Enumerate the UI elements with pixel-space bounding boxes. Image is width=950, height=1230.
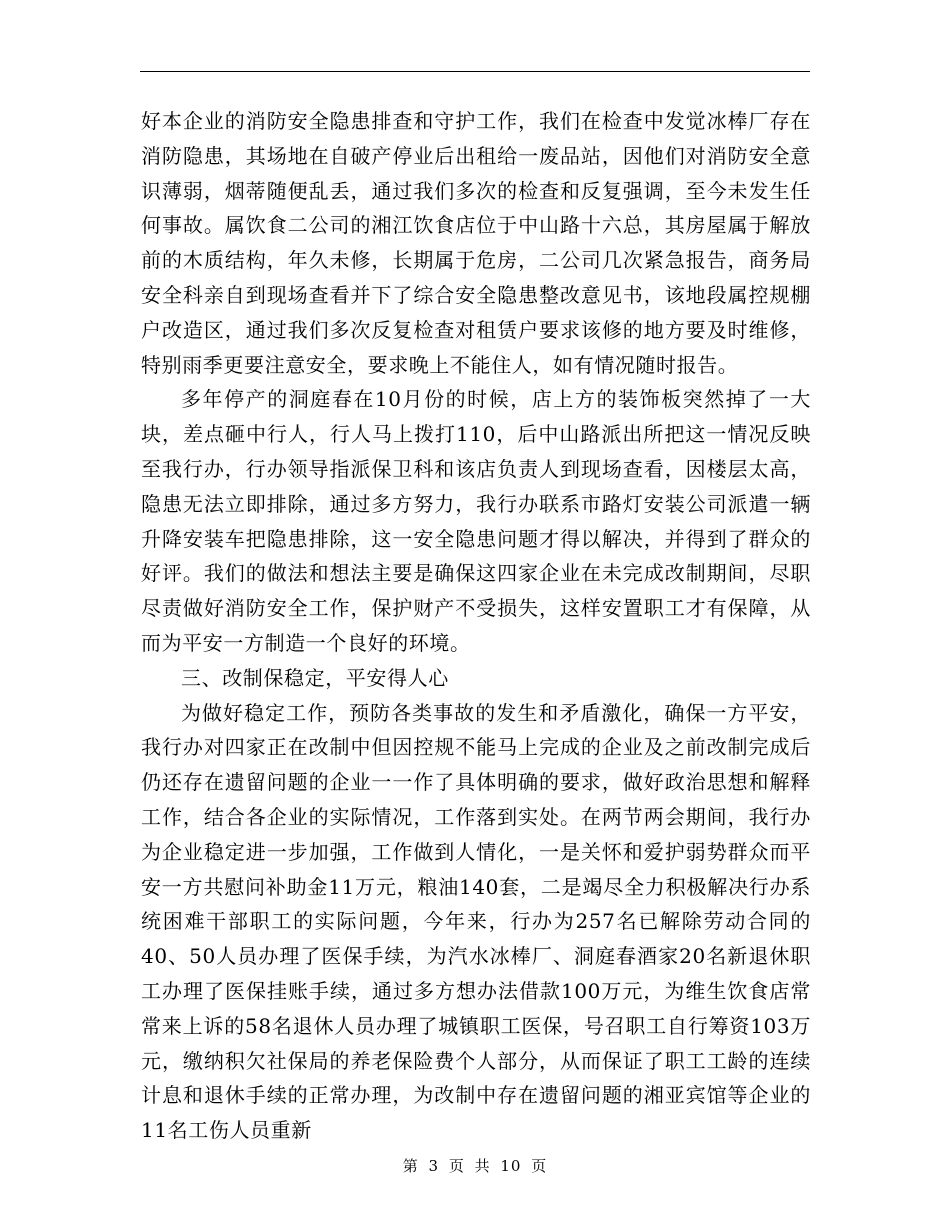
section-heading: 三、改制保稳定，平安得人心 [181, 665, 449, 690]
paragraph-continued: 好本企业的消防安全隐患排查和守护工作，我们在检查中发觉冰棒厂存在消防隐患，其场地在自破产停业后出租给一废品站，因他们对消防安全意识薄弱，烟蒂随便乱丢，通过我们多次的检查和反复强调，至今未发生任何事故。属饮食二公司的湘江饮食店位于中山路十六总，其房屋属于解放前的木质结构，年久未修，长期属于危房，二公司几次紧急报告，商务局安全科亲自到现场查看并下了综合安全隐患整改意见书，该地段属控规棚户改造区，通过我们多次反复检查对租赁户要求该修的地方要及时维修，特别雨季更要注意安全，要求晚上不能住人，如有情况随时报告。 [141, 109, 811, 377]
paragraph-dongtingchun: 多年停产的洞庭春在10月份的时候，店上方的装饰板突然掉了一大块，差点砸中行人，行人马上拨打110，后中山路派出所把这一情况反映至我行办，行办领导指派保卫科和该店负责人到现场查看，因楼层太高，隐患无法立即排除，通过多方努力，我行办联系市路灯安装公司派遣一辆升降安装车把隐患排除，这一安全隐患问题才得以解决，并得到了群众的好评。我们的做法和想法主要是确保这四家企业在未完成改制期间，尽职尽责做好消防安全工作，保护财产不受损失，这样安置职工才有保障，从而为平安一方制造一个良好的环境。 [141, 387, 811, 655]
paragraph-stability: 为做好稳定工作，预防各类事故的发生和矛盾激化，确保一方平安，我行办对四家正在改制中但因控规不能马上完成的企业及之前改制完成后仍还存在遗留问题的企业一一作了具体明确的要求，做好政治思想和解释工作，结合各企业的实际情况，工作落到实处。在两节两会期间，我行办为企业稳定进一步加强，工作做到人情化，一是关怀和爱护弱势群众而平安一方共慰问补助金11万元，粮油140套，二是竭尽全力积极解决行办系统困难干部职工的实际问题，今年来，行办为257名已解除劳动合同的40、50人员办理了医保手续，为汽水冰棒厂、洞庭春酒家20名新退休职工办理了医保挂账手续，通过多方想办法借款100万元，为维生饮食店常常来上诉的58名退休人员办理了城镇职工医保，号召职工自行筹资103万元，缴纳积欠社保局的养老保险费个人部分，从而保证了职工工龄的连续计息和退休手续的正常办理，为改制中存在遗留问题的湘亚宾馆等企业的11名工伤人员重新 [141, 700, 811, 1143]
header-rule [140, 71, 810, 72]
page-number-footer: 第 3 页 共 10 页 [402, 1157, 548, 1175]
body-text [141, 104, 811, 1148]
